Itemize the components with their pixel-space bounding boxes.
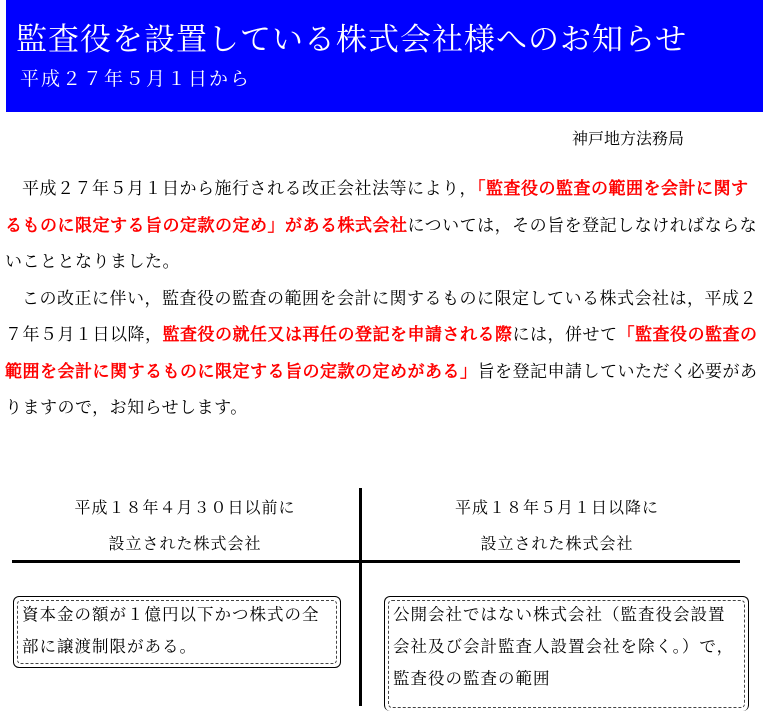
issuing-office: 神戸地方法務局 [572,129,685,148]
right-column-header [372,490,742,562]
paragraph-1-text-b: については，その旨を登記しなければならないこととなりました。 [5,215,758,272]
paragraph-2-text-a: この改正に伴い，監査役の監査の範囲を会計に関するものに限定している株式会社は，平成２７年５月１日以降， [5,288,757,345]
paragraph-2-text-c: 旨を登記申請していただく必要がありますので，お知らせします。 [5,361,758,418]
paragraph-2-emphasis-b: 「監査役の監査の範囲を会計に関するものに限定する旨の定款の定めがある」 [5,325,758,382]
right-condition-box: 公開会社ではない株式会社（監査役会設置会社及び会計監査人設置会社を除く。）で，監査役の監査の範囲 [384,596,749,711]
page-subtitle: 平成２７年５月１日から [20,68,252,90]
left-column-header [20,490,350,562]
paragraph-1-emphasis: 「監査役の監査の範囲を会計に関するものに限定する旨の定款の定め」がある株式会社 [5,179,749,236]
paragraph-2 [5,281,763,427]
paragraph-1 [5,171,763,281]
paragraph-2-emphasis-a: 監査役の就任又は再任の登記を申請される際 [162,325,513,345]
paragraph-2-text-b: には，併せて [512,325,618,345]
left-condition-box: 資本金の額が１億円以下かつ株式の全部に譲渡制限がある。 [13,596,341,668]
paragraph-1-text-a: 平成２７年５月１日から施行される改正会社法等により， [22,179,477,199]
left-header-line-1: 平成１８年４月３０日以前に [74,498,296,517]
notice-body [5,171,763,427]
page-title: 監査役を設置している株式会社様へのお知らせ [16,22,688,58]
left-header-line-2: 設立された株式会社 [108,534,262,553]
column-divider [359,488,362,706]
header-banner [6,0,763,112]
right-header-line-2: 設立された株式会社 [480,534,634,553]
comparison-table [0,488,768,706]
right-header-line-1: 平成１８年５月１日以降に [454,498,659,517]
